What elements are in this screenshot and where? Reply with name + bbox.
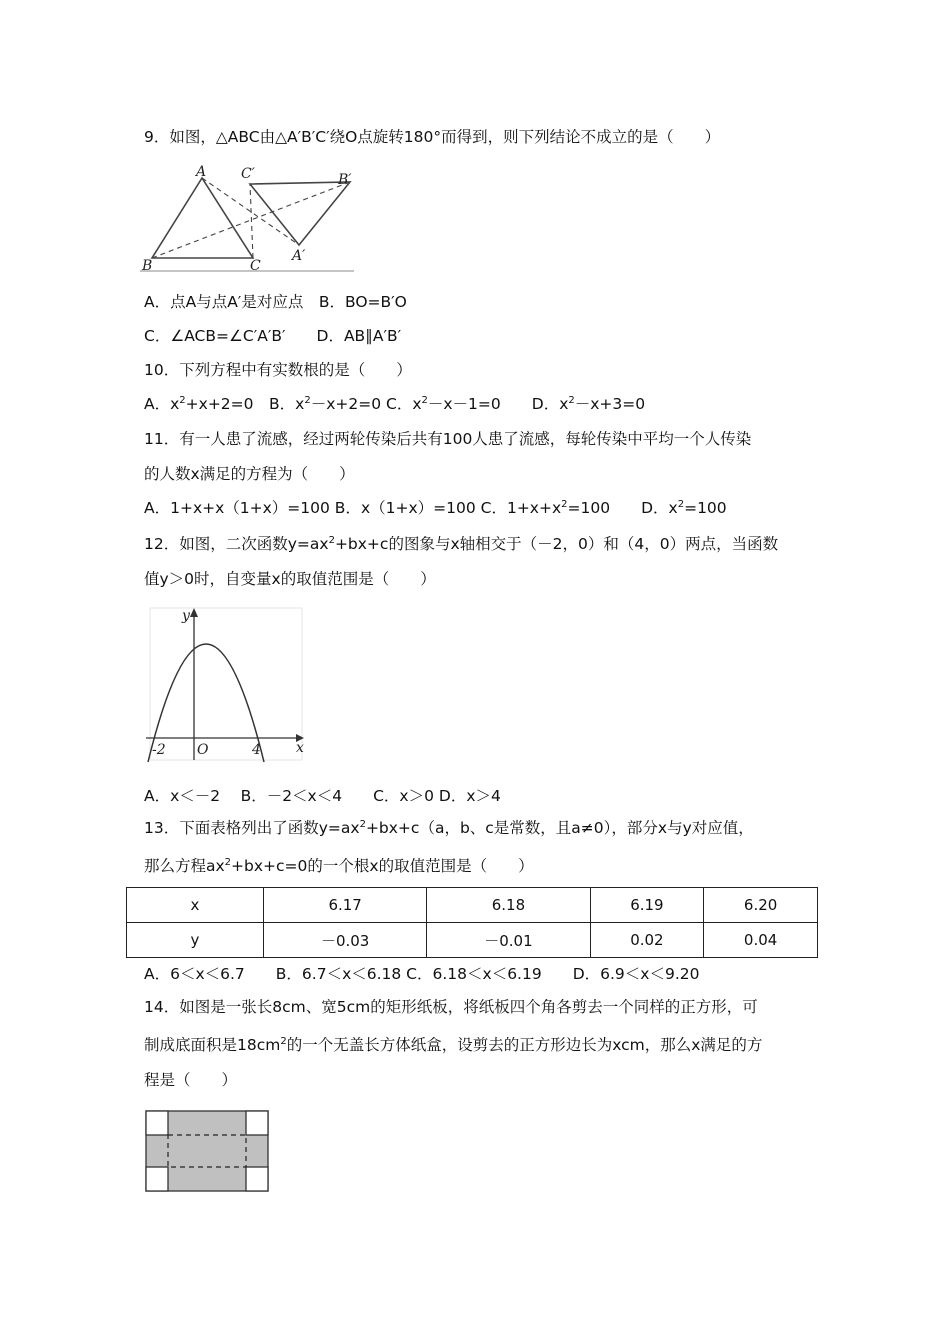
table-cell: 6.20	[704, 888, 818, 923]
table-cell: 6.18	[427, 888, 590, 923]
q9-stem: 9．如图，△ABC由△A′B′C′绕O点旋转180°而得到，则下列结论不成立的是（ ）	[144, 128, 721, 146]
label-A-prime: A′	[292, 248, 306, 264]
q12-stem-line1: 12．如图，二次函数$y=ax^2+bx+c$的图象与x轴相交于（－2，0）和（4，0）两点，当函数	[144, 535, 779, 553]
q9-options-line1: A．点A与点A′是对应点 B．BO=B′O	[144, 293, 407, 311]
label-B-prime: B′	[338, 172, 352, 188]
q11-stem-line2: 的人数x满足的方程为（ ）	[144, 465, 355, 483]
x-axis-label: x	[296, 740, 304, 756]
q12-stem-line2: 值y＞0时，自变量x的取值范围是（ ）	[144, 570, 436, 588]
origin-label: O	[197, 742, 209, 758]
table-cell: 6.17	[264, 888, 427, 923]
q13-options: A．6＜x＜6.7 B．6.7＜x＜6.18 C．6.18＜x＜6.19 D．6.9＜x＜9.20	[144, 965, 700, 983]
q9-options-line2: C．∠ACB=∠C′A′B′ D．AB∥A′B′	[144, 327, 402, 345]
q10-stem: 10．下列方程中有实数根的是（ ）	[144, 361, 412, 379]
q11-stem-line1: 11．有一人患了流感，经过两轮传染后共有100人患了流感，每轮传染中平均一个人传染	[144, 430, 752, 448]
table-row-y	[127, 923, 818, 958]
table-cell: 6.19	[590, 888, 704, 923]
label-C: C	[250, 258, 261, 274]
table-cell: 0.04	[704, 923, 818, 958]
q14-stem-line3: 程是（ ）	[144, 1071, 238, 1089]
root-left-label: -2	[152, 742, 166, 758]
y-axis-label: y	[182, 608, 190, 624]
q14-stem-line1: 14．如图是一张长8cm、宽5cm的矩形纸板，将纸板四个角各剪去一个同样的正方形，可	[144, 998, 758, 1016]
q11-options: A．1+x+x（1+x）=100 B．x（1+x）=100 C．$1+x+x^2=100$ D．$x^2=100$	[144, 499, 727, 517]
q14-cardboard-figure	[144, 1109, 272, 1195]
label-A: A	[196, 164, 207, 180]
q12-options: A．x＜－2 B．－2＜x＜4 C．x＞0 D．x＞4	[144, 787, 501, 805]
label-B: B	[142, 258, 153, 274]
root-right-label: 4	[252, 742, 261, 758]
table-cell: －0.01	[427, 923, 590, 958]
q13-stem-line1: 13．下面表格列出了函数$y=ax^2+bx+c(a$，b、c是常数，且a≠0），部分x与y对应值，	[144, 819, 754, 837]
q12-parabola-graph	[142, 604, 312, 764]
label-C-prime: C′	[241, 166, 255, 182]
q9-rotation-figure	[140, 162, 360, 274]
table-row-x	[127, 888, 818, 923]
table-header-y: y	[127, 923, 264, 958]
q14-stem-line2: 制成底面积是$18cm^2$的一个无盖长方体纸盒，设剪去的正方形边长为xcm，那么x满足的方	[144, 1036, 763, 1054]
table-header-x: x	[127, 888, 264, 923]
q10-options: A．$x^2+x+2=0$ B．$x^2-x+2=0$ C．$x^2-x-1=0$ D．$x^2-x+3=0$	[144, 395, 646, 413]
table-cell: －0.03	[264, 923, 427, 958]
table-cell: 0.02	[590, 923, 704, 958]
q13-value-table	[126, 887, 818, 958]
q13-stem-line2: 那么方程$ax^2+bx+c=0$的一个根x的取值范围是（ ）	[144, 857, 534, 875]
